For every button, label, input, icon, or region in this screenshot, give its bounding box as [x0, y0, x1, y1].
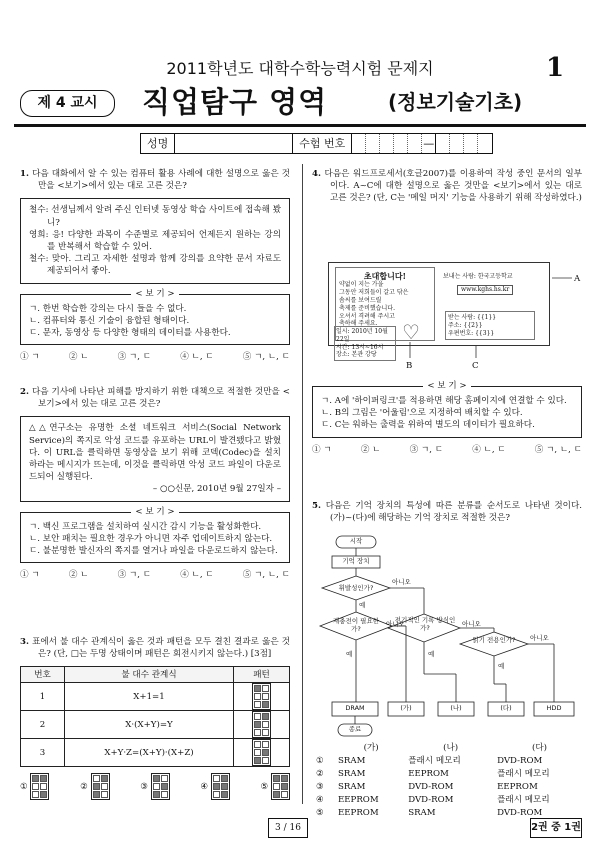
choice[interactable]: ① ㄱ: [20, 570, 40, 581]
question-4: [312, 168, 582, 205]
name-field[interactable]: [175, 134, 293, 153]
heart-picture-icon: ♡: [402, 320, 420, 344]
flow-input: 기억 장치: [342, 557, 370, 565]
page-mark: 1: [546, 53, 565, 83]
table-row[interactable]: ③ SRAM DVD-ROM EEPROM: [316, 782, 538, 793]
choice[interactable]: ②: [80, 773, 109, 800]
flow-no-label: 아니오: [462, 620, 481, 628]
period-badge: 제 4 교시: [20, 90, 115, 117]
table-row[interactable]: ④ EEPROM DVD-ROM 플래시 메모리: [316, 795, 550, 806]
choice[interactable]: ① ㄱ: [20, 352, 40, 363]
q4-bogi-item: ㄱ. A에 '하이퍼링크'를 적용하면 해당 홈페이지에 연결할 수 있다.: [321, 396, 567, 406]
question-2: [20, 386, 290, 581]
pattern-cell: [234, 683, 290, 711]
card-body-line: 축제를 준비했습니다.: [339, 304, 395, 312]
question-1: [20, 168, 290, 363]
q1-choices: [20, 351, 290, 363]
card-body-line: 오셔서 격려해 주시고: [339, 312, 395, 320]
choice[interactable]: ③ ㄱ, ㄷ: [117, 570, 152, 581]
flow-yes-label: 예: [346, 650, 353, 658]
exam-no-cell[interactable]: [394, 134, 408, 153]
q2-bogi-item: ㄱ. 백신 프로그램을 설치하여 실시간 감시 기능을 활성화한다.: [29, 521, 262, 532]
table-row[interactable]: ② SRAM EEPROM 플래시 메모리: [316, 769, 550, 780]
q3-header: 불 대수 관계식: [65, 667, 234, 683]
q5-stem: 다음은 기억 장치의 특성에 따른 분류를 순서도로 나타낸 것이다. (가)~(다)에 해당하는 기억 장치로 적절한 것은?: [325, 501, 582, 524]
col-head: (다): [532, 743, 548, 754]
card-url: www.kghs.hs.kr: [457, 285, 513, 295]
flow-decision-3: 전기적인 기록 방식인가?: [394, 616, 456, 632]
q3-cell: X+1=1: [65, 683, 234, 711]
table-row: [21, 683, 290, 711]
choice[interactable]: ④ ㄴ, ㄷ: [180, 352, 214, 363]
exam-no-cell[interactable]: [436, 134, 450, 153]
q2-article: △△연구소는 유명한 소셜 네트워크 서비스(Social Network Service)의 쪽지로 악성 코드를 유포하는 URL이 발견됐다고 밝혔다. 이 URL을 클릭하면 동영상을 보기 위해 코덱(Codec)을 설치하라는 메시지가 뜨는데, 이것을 클릭하면 악성 코드 파일이 다운로드되어 실행된다.: [29, 423, 281, 483]
q3-cell: X+Y·Z=(X+Y)·(X+Z): [65, 739, 234, 767]
q1-bogi-title: < 보 기 >: [131, 289, 178, 299]
pattern-cell: [234, 711, 290, 739]
card-callouts: [320, 250, 590, 380]
choice[interactable]: ④: [200, 773, 229, 800]
q1-bogi-item: ㄷ. 문자, 동영상 등 다양한 형태의 데이터를 사용한다.: [29, 328, 231, 339]
pattern-grid: [30, 773, 49, 800]
flow-yes-label: 예: [359, 601, 366, 609]
exam-no-cell[interactable]: [408, 134, 422, 153]
q3-cell: 3: [21, 739, 65, 767]
label-a: A: [574, 274, 581, 284]
q2-bogi: [20, 506, 290, 564]
choice[interactable]: ④ ㄴ, ㄷ: [180, 570, 214, 581]
table-row: [21, 739, 290, 767]
choice[interactable]: ① ㄱ: [312, 444, 332, 455]
q4-bogi: [312, 381, 582, 438]
exam-no-cell[interactable]: [352, 134, 366, 153]
page-number: 3 / 16: [268, 818, 308, 838]
flow-no-label: 아니오: [386, 620, 405, 628]
choice[interactable]: ⑤: [261, 773, 290, 800]
q1-dialog-line: 영희: 응! 다양한 과목이 수준별로 제공되어 언제든지 원하는 강의를 반복해서 학습할 수 있어.: [29, 229, 281, 253]
col-head: (가): [363, 743, 379, 754]
q1-bogi: [20, 288, 290, 346]
exam-no-cell[interactable]: [450, 134, 464, 153]
flow-out-ga: (가): [400, 704, 412, 712]
name-label: 성명: [141, 134, 175, 153]
question-5: [312, 500, 582, 524]
col-head: (나): [443, 743, 459, 754]
recipient-line: 주소: {{2}}: [448, 321, 483, 329]
card-body-line: 솜씨를 보여드릴: [339, 296, 382, 304]
pattern-grid: [252, 711, 271, 738]
flow-start: 시작: [349, 537, 363, 545]
choice[interactable]: ② ㄴ: [68, 570, 89, 581]
q4-bogi-item: ㄴ. B의 그림은 '어울림'으로 지정하여 배치할 수 있다.: [321, 408, 523, 419]
flow-yes-label: 예: [498, 662, 505, 670]
pattern-grid: [151, 773, 170, 800]
q2-source: – ○○신문, 2010년 9월 27일자 –: [152, 484, 281, 495]
flow-decision-2: 재충전이 필요한가?: [332, 617, 380, 633]
exam-title: 2011학년도 대학수학능력시험 문제지: [166, 59, 434, 78]
table-row[interactable]: ① SRAM 플래시 메모리 DVD-ROM: [316, 756, 543, 767]
q3-cell: 1: [21, 683, 65, 711]
q4-choices: [312, 444, 582, 456]
q1-number: 1.: [20, 169, 29, 179]
q3-cell: 2: [21, 711, 65, 739]
choice[interactable]: ③ ㄱ, ㄷ: [117, 352, 152, 363]
choice[interactable]: ⑤ ㄱ, ㄴ, ㄷ: [242, 352, 290, 363]
label-c: C: [472, 361, 479, 371]
choice[interactable]: ⑤ ㄱ, ㄴ, ㄷ: [534, 444, 582, 455]
choice[interactable]: ② ㄴ: [68, 352, 89, 363]
question-3: [20, 636, 290, 800]
table-row: [21, 711, 290, 739]
exam-no-cell[interactable]: [478, 134, 492, 153]
q4-bogi-title: < 보 기 >: [423, 381, 470, 391]
exam-no-dash: —: [422, 134, 436, 153]
q1-stem: 다음 대화에서 알 수 있는 컴퓨터 활용 사례에 대한 설명으로 옳은 것만을 <보기>에서 있는 대로 고른 것은?: [32, 169, 290, 192]
q5-answer-table: [312, 742, 582, 820]
q3-header: 번호: [21, 667, 65, 683]
exam-no-cell[interactable]: [380, 134, 394, 153]
q2-article-box: [20, 416, 290, 501]
q2-number: 2.: [20, 387, 29, 397]
q2-bogi-item: ㄴ. 보안 패치는 필요한 경우가 아니면 자주 업데이트하지 않는다.: [29, 533, 273, 544]
flow-out-hdd: HDD: [546, 704, 562, 712]
flow-end: 종료: [348, 725, 362, 733]
table-row[interactable]: ⑤ EEPROM SRAM DVD-ROM: [316, 808, 543, 819]
pattern-grid: [211, 773, 230, 800]
flow-no-label: 아니오: [392, 578, 411, 586]
q5-number: 5.: [312, 501, 321, 511]
q1-dialog-line: 철수: 맞아. 그리고 자세한 설명과 함께 강의를 요약한 문서 자료도 제공되어서 좋아.: [29, 254, 281, 277]
choice[interactable]: ② ㄴ: [360, 444, 381, 455]
card-sender: 보내는 사람: 한국고등학교: [443, 273, 513, 280]
flow-out-da: (다): [500, 704, 512, 712]
info-line: 장소: 본관 강당: [336, 351, 377, 359]
id-row: [140, 133, 493, 154]
flow-out-dram: DRAM: [345, 704, 365, 712]
label-b: B: [406, 361, 413, 371]
q3-cell: X·(X+Y)=Y: [65, 711, 234, 739]
recipient-line: 받는 사람: {{1}}: [448, 314, 497, 321]
q3-number: 3.: [20, 637, 29, 647]
card-body-line: 약없이 지는 가을: [339, 281, 384, 289]
choice[interactable]: ④ ㄴ, ㄷ: [472, 444, 506, 455]
info-line: 일시: 2010년 10월 22일: [336, 328, 388, 343]
card-body-line: 축하해 주세요.: [339, 320, 378, 328]
q3-table: [20, 666, 290, 767]
q1-dialog-box: [20, 198, 290, 283]
q3-stem: 표에서 불 대수 관계식이 옳은 것과 패턴을 모두 결친 결과로 옳은 것은? (단, □는 두명 상태이며 패턴은 회전시키지 않는다.) [3점]: [32, 637, 290, 660]
choice[interactable]: ①: [20, 773, 49, 800]
info-line: 시간: 13시~16시: [336, 343, 384, 351]
choice[interactable]: ⑤ ㄱ, ㄴ, ㄷ: [242, 570, 290, 581]
exam-no-label: 수험 번호: [293, 134, 352, 153]
card-title: 초대합니다!: [363, 271, 407, 281]
pattern-grid: [252, 683, 271, 710]
flow-decision-4: 읽기 전용인가?: [472, 636, 516, 644]
flow-out-na: (나): [450, 704, 462, 712]
choice[interactable]: ③: [140, 773, 169, 800]
q3-choices: [20, 773, 290, 800]
q3-header: 패턴: [234, 667, 290, 683]
q4-stem: 다음은 워드프로세서(호글2007)를 이용하여 작성 중인 문서의 일부이다. A~C에 대한 설명으로 옳은 것만을 <보기>에서 있는 대로 고른 것은? (단, C는 '메일 머지' 기능을 사용하기 위해 작성하였다.): [324, 169, 582, 204]
q4-answer-area: [312, 381, 582, 456]
flow-yes-label: 예: [428, 650, 435, 658]
exam-no-cell[interactable]: [366, 134, 380, 153]
q2-bogi-item: ㄷ. 불분명한 발신자의 쪽지를 열거나 파일을 다운로드하지 않는다.: [29, 546, 278, 557]
column-divider: [302, 164, 303, 804]
recipient-line: 우편번호: {{3}}: [448, 329, 495, 337]
exam-no-cell[interactable]: [464, 134, 478, 153]
header-rule: [14, 124, 586, 127]
q4-bogi-item: ㄷ. C는 워하는 출력을 위하여 별도의 데이터가 필요하다.: [321, 420, 535, 431]
pattern-grid: [252, 739, 271, 766]
q1-bogi-item: ㄴ. 컴퓨터와 통신 기술이 융합된 형태이다.: [29, 315, 190, 326]
q2-bogi-title: < 보 기 >: [131, 507, 178, 517]
subject-title: 직업탐구 영역: [142, 85, 328, 119]
q1-bogi-item: ㄱ. 한번 학습한 강의는 다시 들을 수 없다.: [29, 303, 187, 314]
pattern-cell: [234, 739, 290, 767]
card-body-line: 그동안 저희들이 갈고 닦은: [339, 289, 409, 297]
q2-choices: [20, 569, 290, 581]
flow-no-label: 아니오: [530, 634, 549, 642]
q2-stem: 다음 기사에 나타난 피해를 방지하기 위한 대책으로 적절한 것만을 <보기>에서 있는 대로 고른 것은?: [31, 387, 290, 410]
subject-subtitle: (정보기술기초): [388, 90, 523, 114]
pattern-grid: [91, 773, 110, 800]
q4-number: 4.: [312, 169, 321, 179]
flow-decision-1: 휘발성인가?: [338, 584, 374, 592]
pattern-grid: [271, 773, 290, 800]
choice[interactable]: ③ ㄱ, ㄷ: [409, 444, 444, 455]
q1-dialog-line: 철수: 선생님께서 알려 주신 인터넷 동영상 학습 사이트에 접속해 봤니?: [29, 205, 281, 228]
volume-badge: 2권 중 1권: [530, 818, 582, 838]
